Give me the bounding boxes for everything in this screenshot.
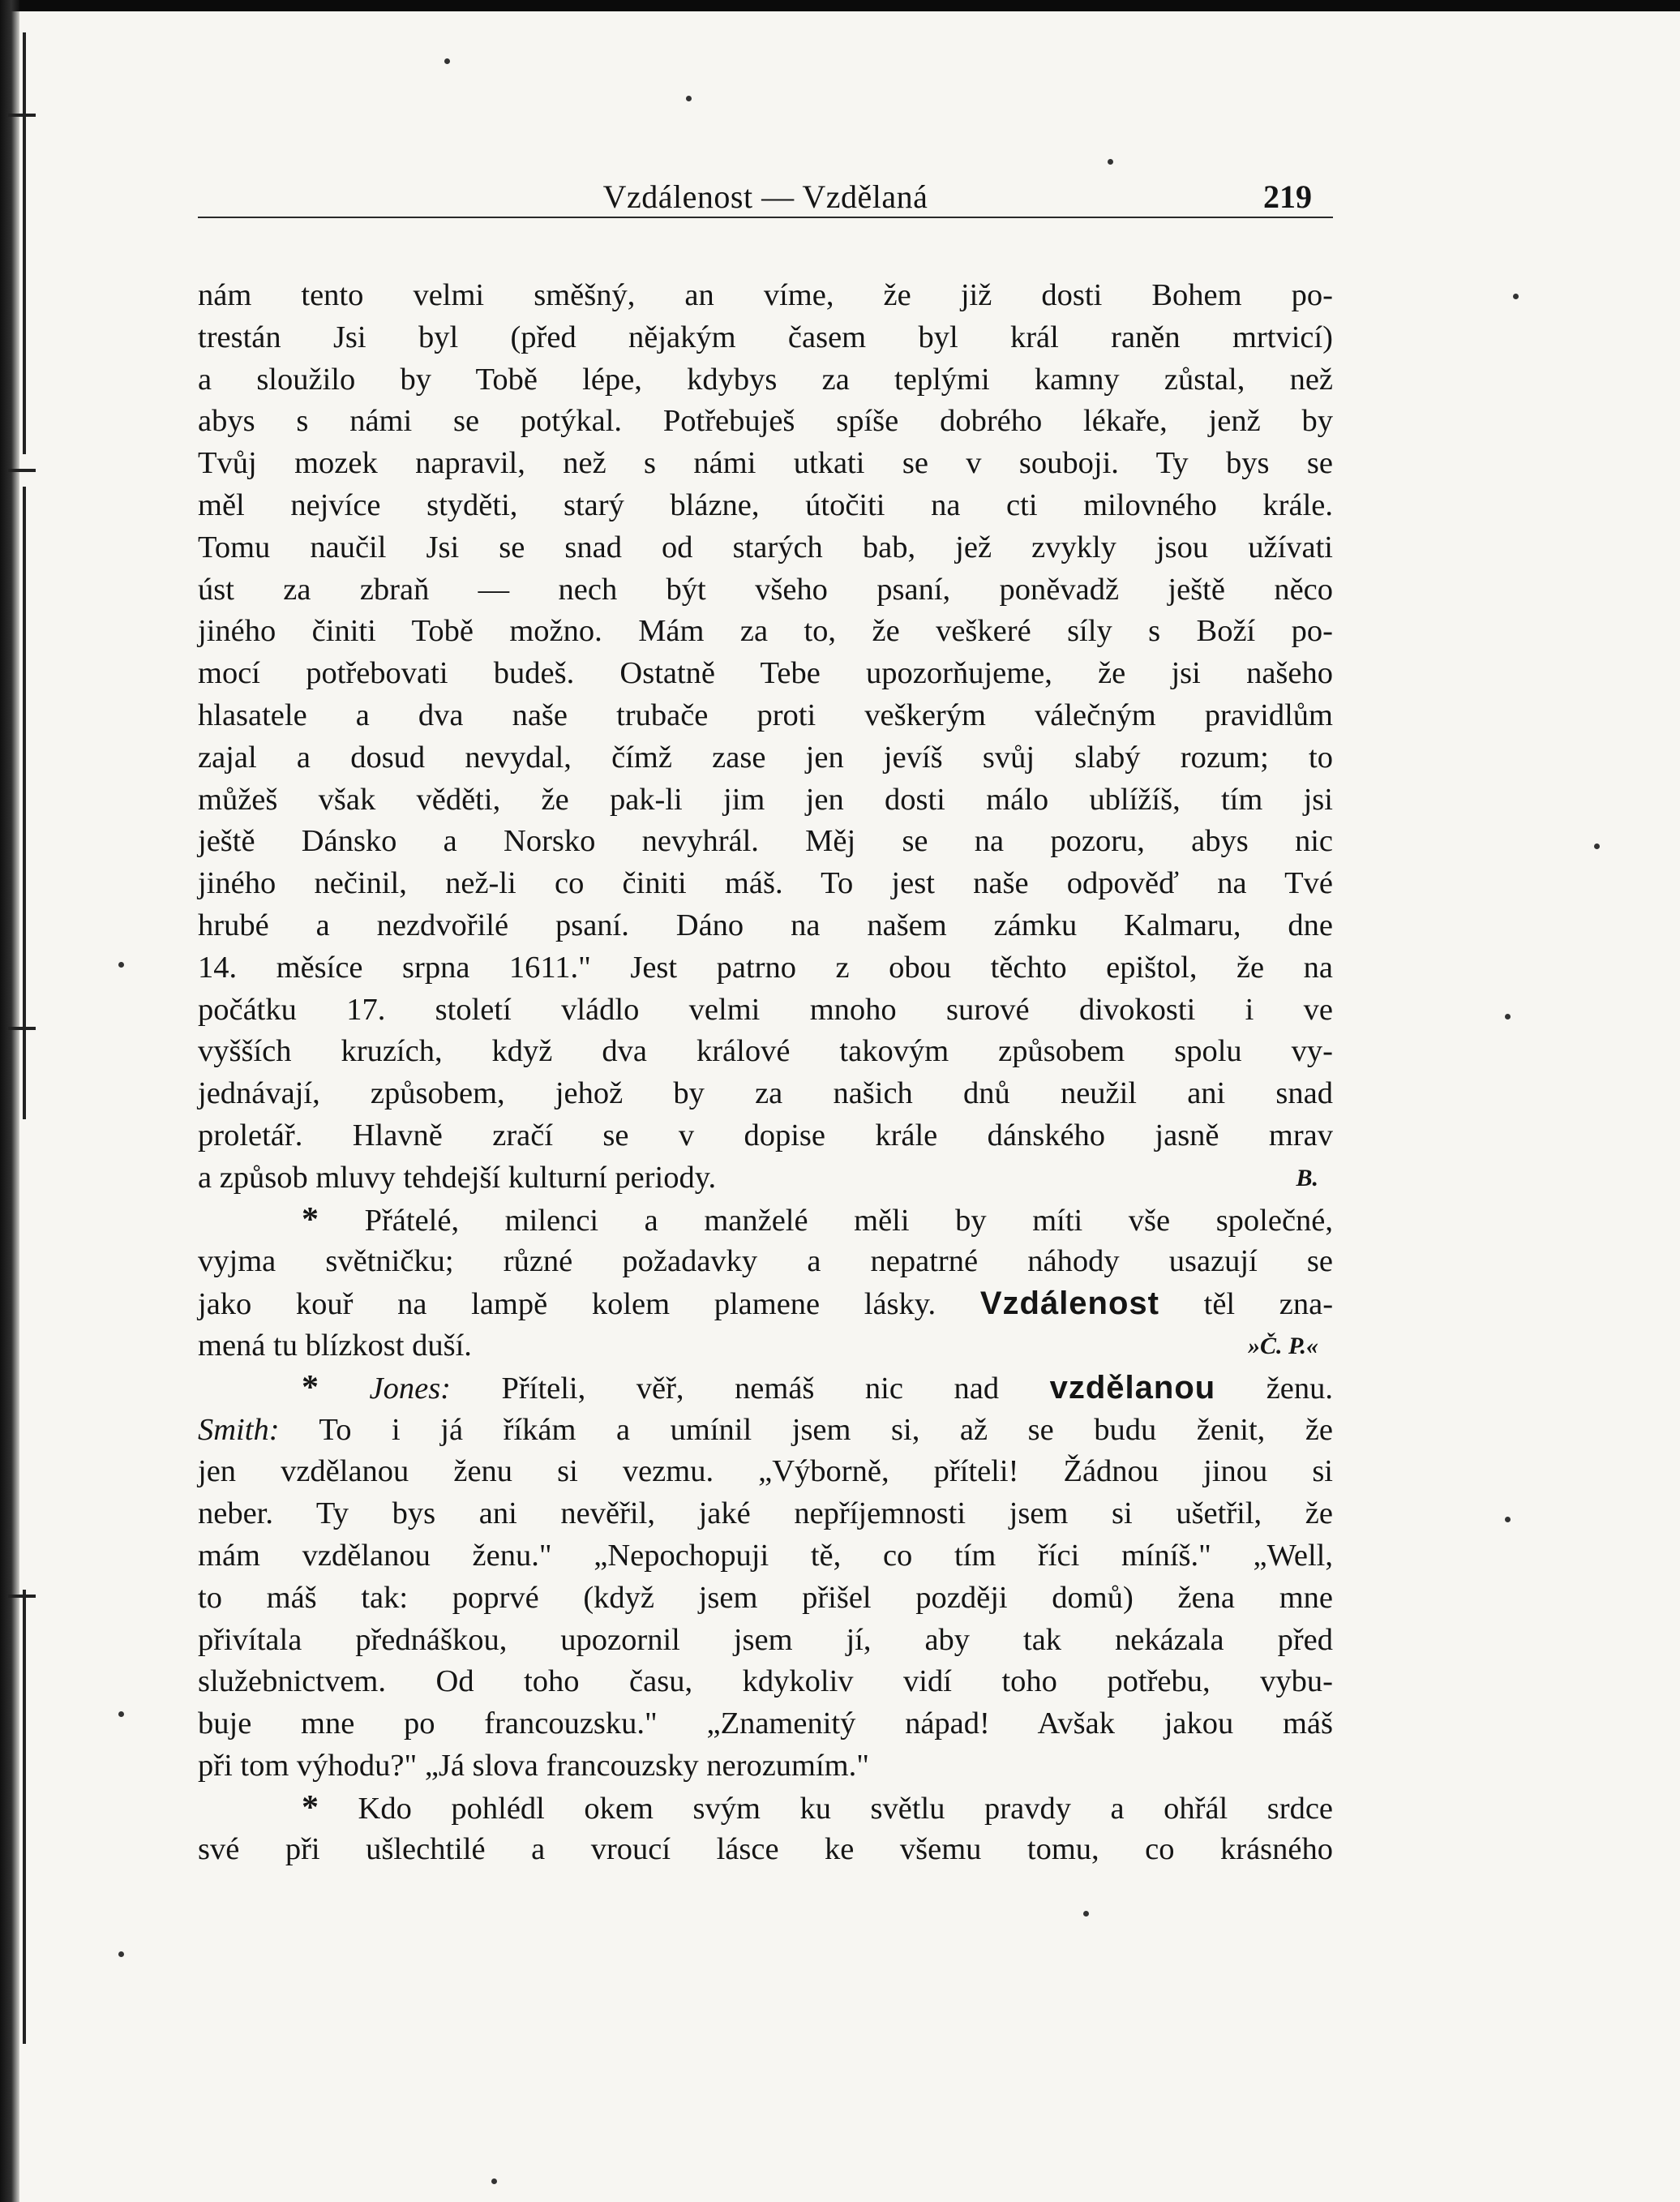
text-line: měl nejvíce styděti, starý blázne, útočiti na cti milovného krále. xyxy=(198,487,1333,522)
running-title: Vzdálenost — Vzdělaná xyxy=(602,178,928,215)
text-line: hrubé a nezdvořilé psaní. Dáno na našem zámku Kalmaru, dne xyxy=(198,908,1333,942)
binding-tick xyxy=(8,114,36,117)
paragraph-truth xyxy=(198,1788,1333,1872)
book-page xyxy=(198,166,1333,1871)
line-text: Kdo pohlédl okem svým ku světlu pravdy a ohřál srdce xyxy=(358,1791,1333,1826)
speaker-name: Smith: xyxy=(198,1412,280,1447)
text-line: můžeš však věděti, že pak-li jim jen dosti málo ublížíš, tím jsi xyxy=(198,782,1333,817)
text-line: své při ušlechtilé a vroucí lásce ke všemu tomu, co krásného xyxy=(198,1832,1333,1867)
binding-tick xyxy=(8,1595,36,1598)
author-signature: »Č. P.« xyxy=(1248,1332,1318,1359)
text-line: proletář. Hlavně zračí se v dopise krále dánského jasně mrav xyxy=(198,1118,1333,1153)
line-text: ženu. xyxy=(1266,1371,1334,1406)
scan-speck xyxy=(686,96,692,101)
text-line: jiného činiti Tobě možno. Mám za to, že veškeré síly s Boží po- xyxy=(198,614,1333,649)
asterisk-marker: * xyxy=(302,1368,319,1406)
text-line: buje mne po francouzsku." „Znamenitý nápad! Avšak jakou máš xyxy=(198,1706,1333,1741)
binding-rule xyxy=(23,32,26,454)
text-line: mám vzdělanou ženu." „Nepochopuji tě, co tím říci míníš." „Well, xyxy=(198,1538,1333,1573)
text-line: přivítala přednáškou, upozornil jsem jí, aby tak nekázala před xyxy=(198,1622,1333,1657)
scan-speck xyxy=(1505,1517,1511,1522)
binding-rule xyxy=(23,487,26,1119)
scan-speck xyxy=(444,58,450,64)
text-line: služebnictvem. Od toho času, kdykoliv vidí toho potřebu, vybu- xyxy=(198,1664,1333,1699)
text-line xyxy=(198,1325,1333,1367)
text-line: úst za zbraň — nech být všeho psaní, poněvadž ještě něco xyxy=(198,572,1333,607)
scan-speck xyxy=(118,962,124,968)
text-line: jiného nečinil, než-li co činiti máš. To jest naše odpověď na Tvé xyxy=(198,866,1333,901)
line-text: Přátelé, milenci a manželé měli by míti vše společné, xyxy=(364,1203,1334,1238)
binding-rule xyxy=(23,1590,26,2044)
line-text: těl zna- xyxy=(1203,1287,1334,1322)
text-line: 14. měsíce srpna 1611." Jest patrno z obou těchto epištol, že na xyxy=(198,950,1333,985)
line-text: Příteli, věř, nemáš nic nad xyxy=(501,1371,1000,1406)
scan-speck xyxy=(1594,843,1600,849)
binding-tick xyxy=(8,1027,36,1030)
text-line: neber. Ty bys ani nevěřil, jaké nepříjemnosti jsem si ušetřil, že xyxy=(198,1496,1333,1531)
paragraph-end-text: a způsob mluvy tehdejší kulturní periody. xyxy=(198,1160,717,1195)
text-line: Tvůj mozek napravil, než s námi utkati se v souboji. Ty bys se xyxy=(198,446,1333,481)
author-signature: B. xyxy=(1296,1164,1318,1191)
headword: vzdělanou xyxy=(1049,1369,1216,1406)
text-line: zajal a dosud nevydal, čímž zase jen jevíš svůj slabý rozum; to xyxy=(198,740,1333,775)
text-line: vyjma světničku; různé požadavky a nepatrné náhody usazují se xyxy=(198,1244,1333,1279)
paragraph-letter-excerpt xyxy=(198,275,1333,1157)
body-text xyxy=(198,275,1333,1871)
text-line xyxy=(198,1410,1333,1452)
text-line: při tom výhodu?" „Já slova francouzsky nerozumím." xyxy=(198,1748,869,1783)
page-number: 219 xyxy=(1263,178,1312,215)
text-line xyxy=(198,1788,1333,1830)
text-line: abys s námi se potýkal. Potřebuješ spíše dobrého lékaře, jenž by xyxy=(198,404,1333,439)
scan-speck xyxy=(1513,294,1519,299)
text-line: a sloužilo by Tobě lépe, kdybys za teplými kamny zůstal, než xyxy=(198,362,1333,397)
text-line: ještě Dánsko a Norsko nevyhrál. Měj se na pozoru, abys nic xyxy=(198,824,1333,859)
paragraph-distance xyxy=(198,1200,1333,1367)
headword: Vzdálenost xyxy=(979,1286,1159,1322)
speaker-name: Jones: xyxy=(369,1371,451,1406)
paragraph-educated xyxy=(198,1367,1333,1788)
line-text: To i já říkám a umínil jsem si, až se budu ženit, že xyxy=(319,1412,1333,1447)
text-line: vyšších kruzích, když dva králové takovým způsobem spolu vy- xyxy=(198,1034,1333,1069)
text-line xyxy=(198,1283,1333,1325)
text-line xyxy=(198,1200,1333,1242)
line-text: mená tu blízkost duší. xyxy=(198,1328,472,1363)
line-text: jako kouř na lampě kolem plamene lásky. xyxy=(198,1287,936,1322)
text-line: jednávají, způsobem, jehož by za našich dnů neužil ani snad xyxy=(198,1076,1333,1111)
running-head xyxy=(198,166,1333,218)
scan-left-border xyxy=(0,0,19,2202)
asterisk-marker: * xyxy=(302,1788,319,1826)
scan-speck xyxy=(1505,1014,1511,1019)
text-line: to máš tak: poprvé (když jsem přišel později domů) žena mne xyxy=(198,1580,1333,1615)
text-line: trestán Jsi byl (před nějakým časem byl král raněn mrtvicí) xyxy=(198,320,1333,354)
text-line xyxy=(198,1367,1333,1410)
scan-speck xyxy=(1108,159,1113,165)
text-line: nám tento velmi směšný, an víme, že již dosti Bohem po- xyxy=(198,278,1333,312)
text-line xyxy=(198,1157,1333,1200)
scan-speck xyxy=(491,2178,497,2184)
text-line: Tomu naučil Jsi se snad od starých bab, jež zvykly jsou užívati xyxy=(198,530,1333,564)
scan-speck xyxy=(1083,1911,1089,1917)
scan-top-border xyxy=(0,0,1680,11)
asterisk-marker: * xyxy=(302,1200,319,1238)
dialogue-lines xyxy=(198,1451,1333,1745)
text-line: mocí potřebovati budeš. Ostatně Tebe upozorňujeme, že jsi našeho xyxy=(198,656,1333,691)
text-line: jen vzdělanou ženu si vezmu. „Výborně, příteli! Žádnou jinou si xyxy=(198,1454,1333,1489)
text-line: počátku 17. století vládlo velmi mnoho surové divokosti i ve xyxy=(198,992,1333,1027)
text-line: hlasatele a dva naše trubače proti veškerým válečným pravidlům xyxy=(198,698,1333,732)
binding-tick xyxy=(8,469,36,472)
scan-speck xyxy=(118,1951,124,1957)
scan-speck xyxy=(118,1711,124,1717)
